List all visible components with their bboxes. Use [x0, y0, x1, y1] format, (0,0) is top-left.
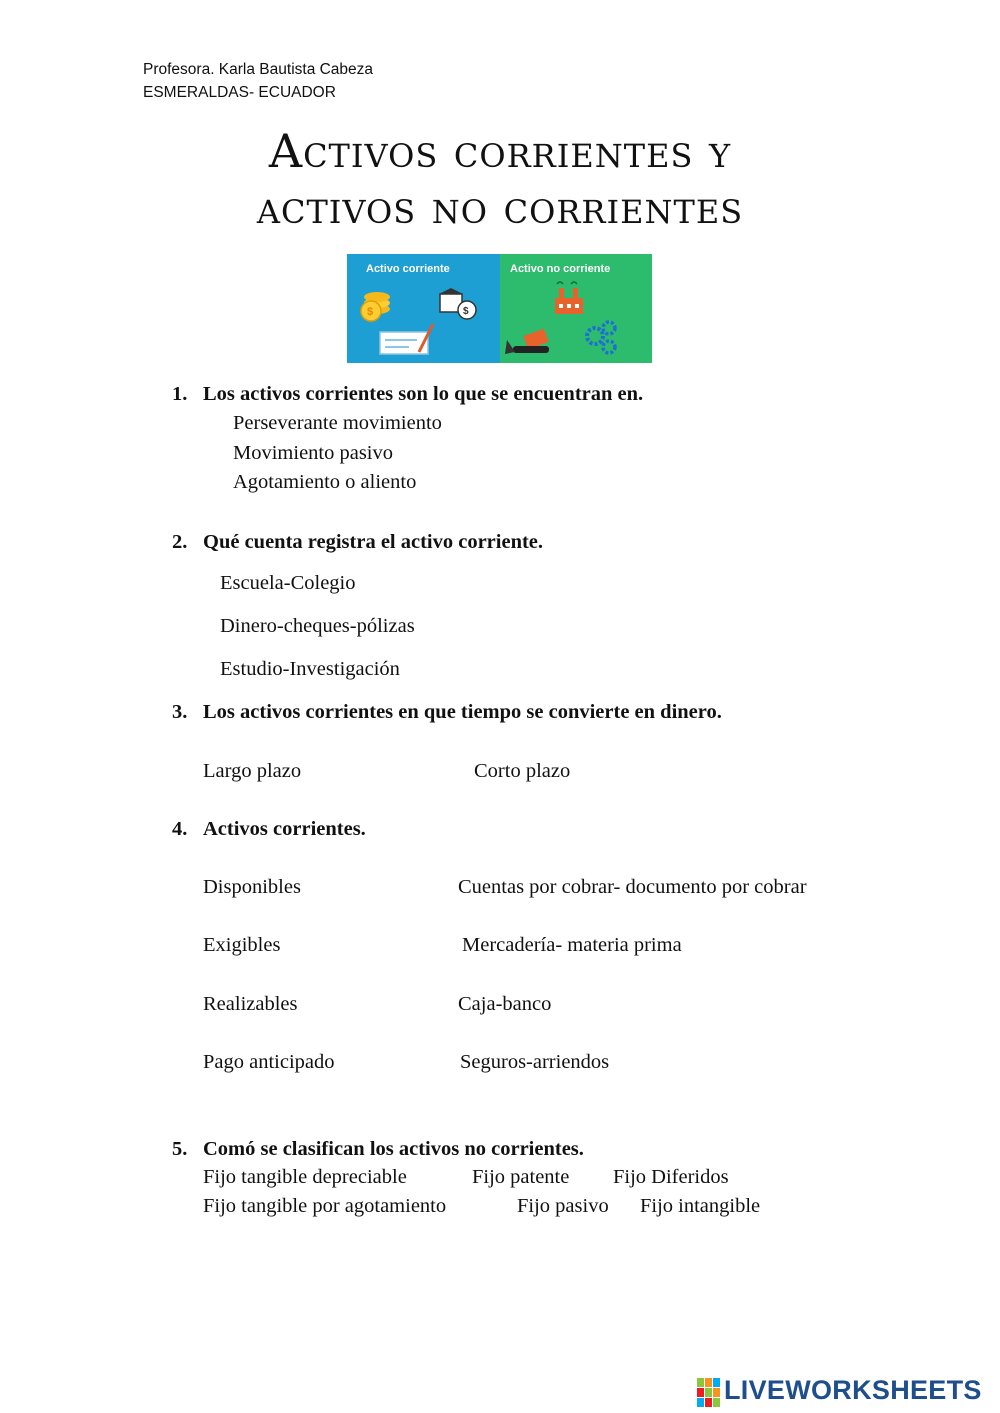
question-5-option-4[interactable]: Fijo tangible por agotamiento [203, 1195, 447, 1217]
question-1-option-3[interactable]: Agotamiento o aliento [233, 471, 417, 493]
question-5-number: 5. [172, 1138, 188, 1160]
page-title-line-1: Activos corrientes y [268, 124, 732, 178]
school-location: ESMERALDAS- ECUADOR [143, 84, 336, 101]
question-4-text: Activos corrientes. [203, 818, 366, 840]
match-left-item-3[interactable]: Realizables [203, 993, 298, 1015]
question-3-text: Los activos corrientes en que tiempo se convierte en dinero. [203, 701, 722, 723]
question-2-option-2[interactable]: Dinero-cheques-pólizas [220, 615, 415, 637]
match-right-item-1[interactable]: Cuentas por cobrar- documento por cobrar [458, 876, 807, 898]
question-5-option-3[interactable]: Fijo Diferidos [613, 1166, 729, 1188]
liveworksheets-logo [697, 1376, 997, 1410]
question-2-text: Qué cuenta registra el activo corriente. [203, 531, 544, 553]
question-1-option-1[interactable]: Perseverante movimiento [233, 412, 442, 434]
match-left-item-2[interactable]: Exigibles [203, 934, 281, 956]
liveworksheets-brand-text: LIVEWORKSHEETS [724, 1375, 982, 1405]
question-4-number: 4. [172, 818, 188, 840]
match-right-item-3[interactable]: Caja-banco [458, 993, 552, 1015]
question-2-option-3[interactable]: Estudio-Investigación [220, 658, 400, 680]
question-3-option-2[interactable]: Corto plazo [474, 760, 571, 782]
question-2-number: 2. [172, 531, 188, 553]
question-5-option-2[interactable]: Fijo patente [472, 1166, 570, 1188]
question-3-option-1[interactable]: Largo plazo [203, 760, 302, 782]
question-1-option-2[interactable]: Movimiento pasivo [233, 442, 394, 464]
page-title-line-2: activos no corrientes [256, 180, 744, 234]
match-left-item-4[interactable]: Pago anticipado [203, 1051, 335, 1073]
non-current-assets-label: Activo no corriente [510, 263, 611, 275]
teacher-name: Profesora. Karla Bautista Cabeza [143, 61, 374, 78]
question-1-text: Los activos corrientes son lo que se encuentran en. [203, 383, 644, 405]
assets-banner-image [347, 254, 652, 363]
question-5-option-6[interactable]: Fijo intangible [640, 1195, 761, 1217]
question-2-option-1[interactable]: Escuela-Colegio [220, 572, 356, 594]
question-5-option-1[interactable]: Fijo tangible depreciable [203, 1166, 407, 1188]
match-left-item-1[interactable]: Disponibles [203, 876, 301, 898]
liveworksheets-logo-icon [697, 1378, 723, 1408]
current-assets-label: Activo corriente [366, 263, 450, 275]
svg-text:$: $ [463, 306, 469, 317]
question-3-number: 3. [172, 701, 188, 723]
match-right-item-2[interactable]: Mercadería- materia prima [462, 934, 682, 956]
question-5-option-5[interactable]: Fijo pasivo [517, 1195, 609, 1217]
match-right-item-4[interactable]: Seguros-arriendos [460, 1051, 610, 1073]
question-1-number: 1. [172, 383, 188, 405]
question-5-text: Comó se clasifican los activos no corrientes. [203, 1138, 584, 1160]
svg-text:$: $ [367, 306, 374, 318]
